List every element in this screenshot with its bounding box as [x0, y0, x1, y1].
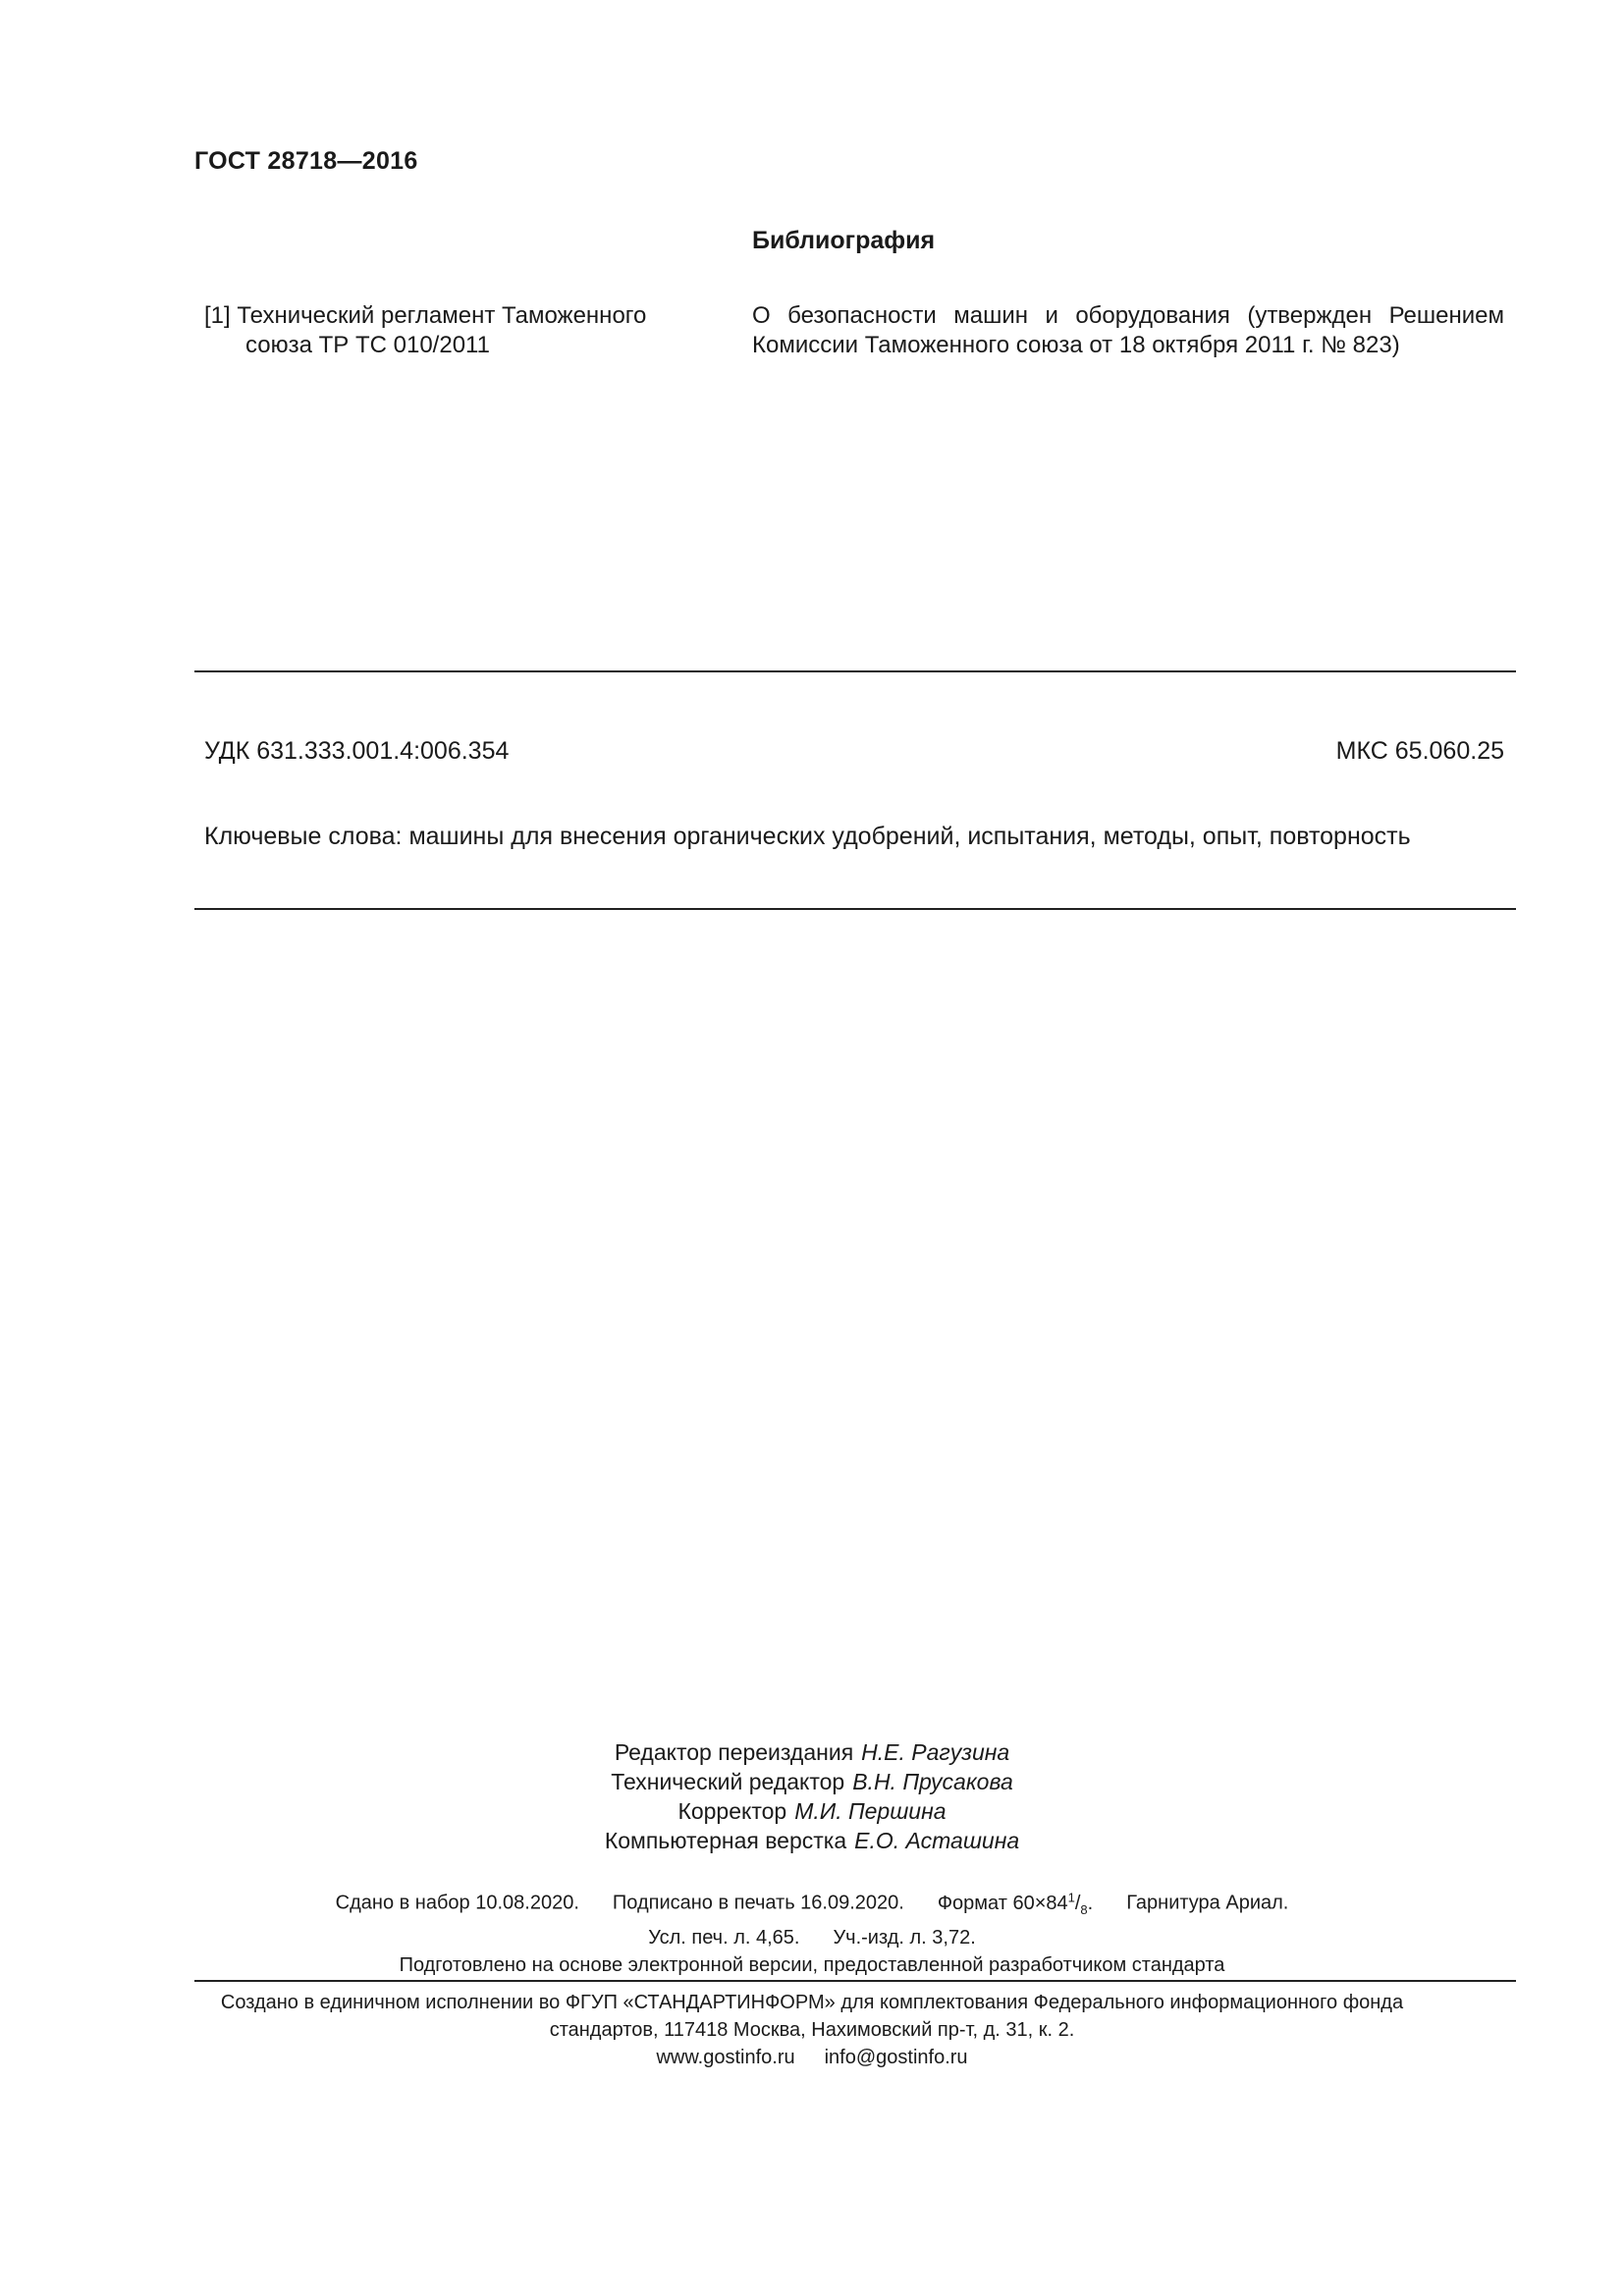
ref-name-line1: Технический регламент Таможенного	[237, 302, 647, 329]
imprint-line-1	[0, 1884, 1624, 1924]
udk-code: УДК 631.333.001.4:006.354	[204, 737, 510, 765]
divider-top	[194, 670, 1516, 672]
email-link[interactable]: info@gostinfo.ru	[824, 2047, 968, 2068]
credit-line	[0, 1767, 1624, 1796]
submitted-date: Сдано в набор 10.08.2020.	[335, 1892, 579, 1914]
signed-date: Подписано в печать 16.09.2020.	[612, 1892, 904, 1914]
bibliography-title: Библиография	[752, 227, 936, 254]
credits-block	[0, 1737, 1624, 1855]
credit-name: В.Н. Прусакова	[852, 1769, 1013, 1794]
website-link[interactable]: www.gostinfo.ru	[656, 2047, 795, 2068]
typeface: Гарнитура Ариал.	[1126, 1892, 1289, 1914]
publisher-sheets: Уч.-изд. л. 3,72.	[833, 1926, 976, 1949]
credit-role: Технический редактор	[611, 1769, 845, 1794]
publisher-contacts	[0, 2044, 1624, 2071]
credit-line	[0, 1796, 1624, 1826]
publisher-block	[0, 1989, 1624, 2071]
credit-role: Корректор	[677, 1798, 787, 1824]
credit-name: Е.О. Асташина	[854, 1828, 1020, 1853]
credit-role: Компьютерная верстка	[604, 1828, 847, 1853]
print-sheets: Усл. печ. л. 4,65.	[648, 1926, 800, 1949]
keywords-text: Ключевые слова: машины для внесения органических удобрений, испытания, методы, опыт, повторность	[204, 823, 1411, 850]
document-code: ГОСТ 28718—2016	[194, 147, 418, 175]
divider-publisher	[194, 1980, 1516, 1982]
bibliography-ref-description: О безопасности машин и оборудования (утвержден Решением Комиссии Таможенного союза от 18 октября 2011 г. № 823)	[752, 302, 1504, 358]
mks-code: МКС 65.060.25	[1335, 737, 1504, 765]
ref-name-line2: союза ТР ТС 010/2011	[245, 332, 490, 358]
credit-role: Редактор переиздания	[614, 1739, 854, 1765]
ref-number: [1]	[204, 302, 231, 329]
credit-line	[0, 1737, 1624, 1767]
credit-name: М.И. Першина	[794, 1798, 947, 1824]
publisher-line-2: стандартов, 117418 Москва, Нахимовский пр-т, д. 31, к. 2.	[549, 2019, 1075, 2041]
imprint-block	[0, 1884, 1624, 1979]
prepared-note: Подготовлено на основе электронной версии, предоставленной разработчиком стандарта	[399, 1953, 1225, 1976]
paper-format: Формат $60\times 84^1/_8$.	[937, 1890, 1094, 1917]
imprint-line-2	[0, 1924, 1624, 1951]
credit-line	[0, 1826, 1624, 1855]
bibliography-ref-name	[204, 301, 695, 360]
divider-bottom	[194, 908, 1516, 910]
credit-name: Н.Е. Рагузина	[861, 1739, 1010, 1765]
publisher-line-1: Создано в единичном исполнении во ФГУП «СТАНДАРТИНФОРМ» для комплектования Федерального информационного фонда	[220, 1992, 1404, 2013]
